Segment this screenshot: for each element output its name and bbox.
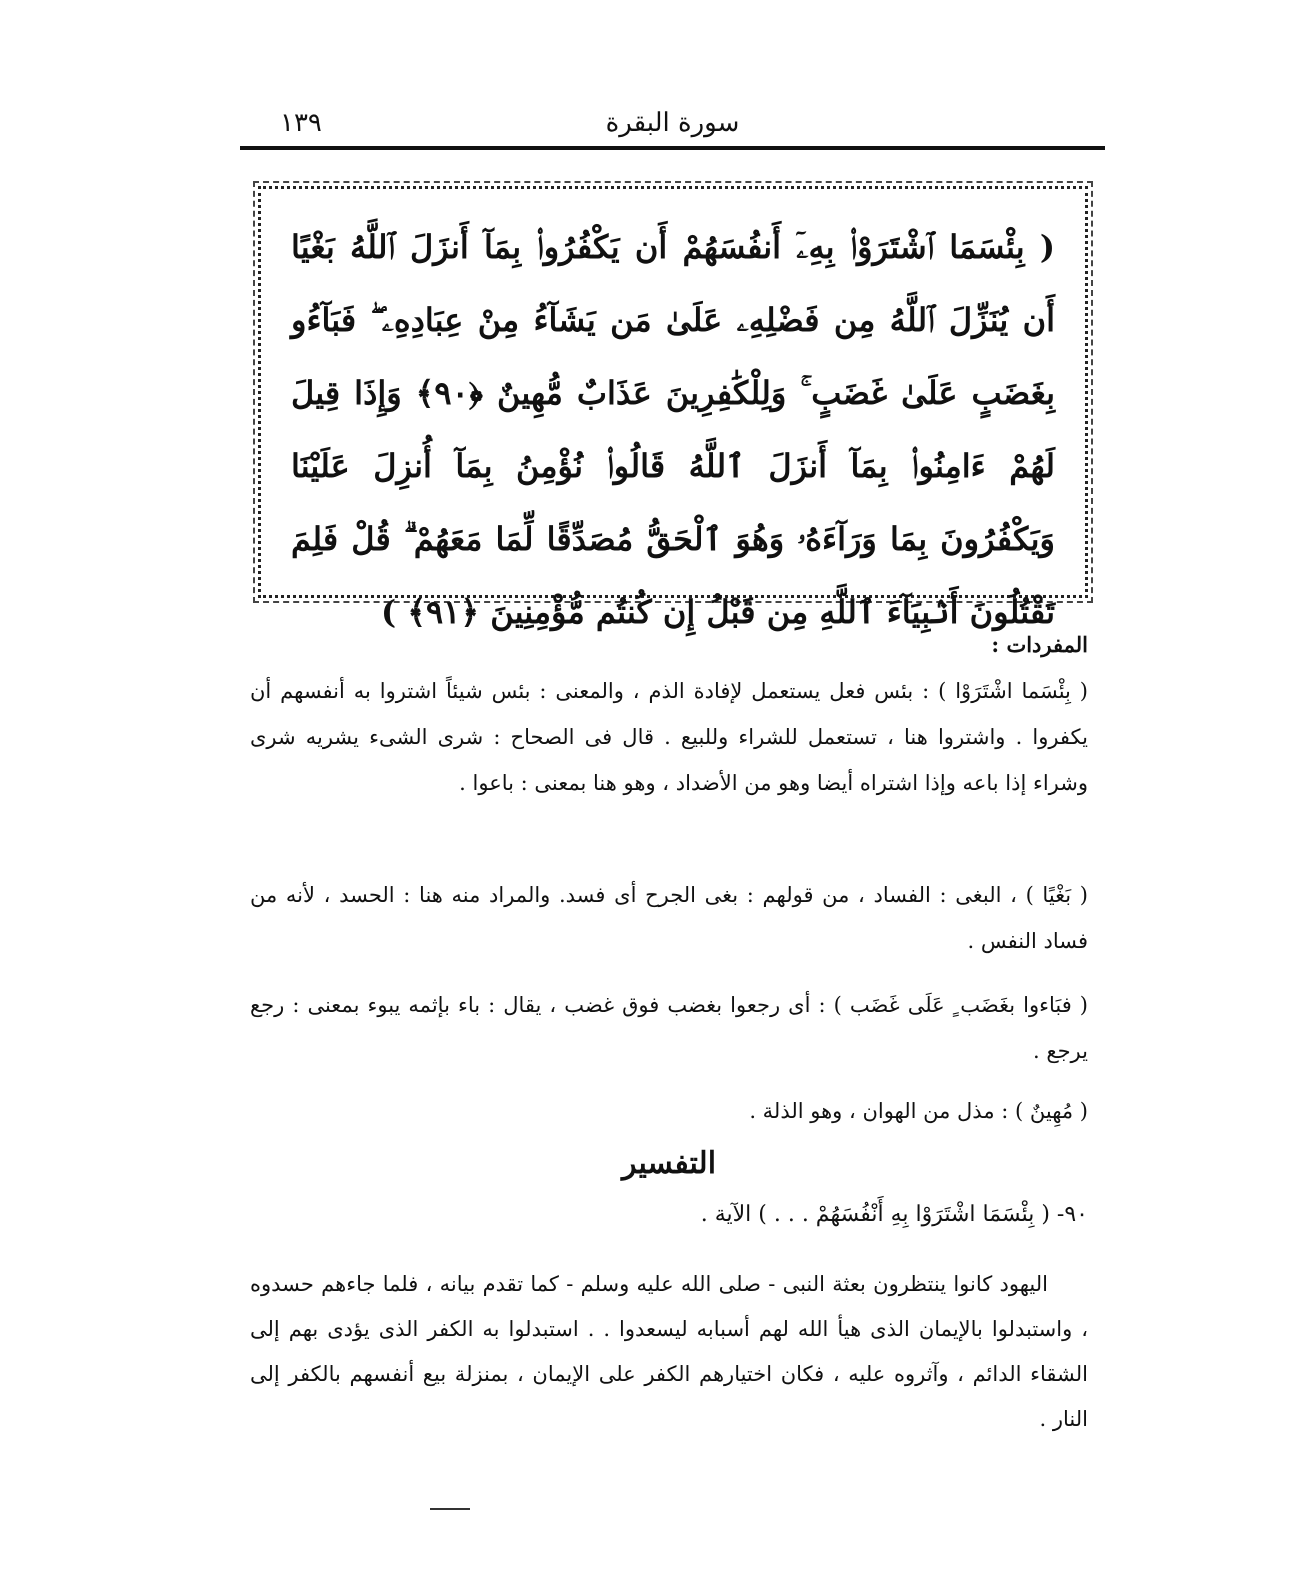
tafsir-heading: التفسير (621, 1146, 717, 1181)
tafsir-verse-reference: ٩٠- ( بِئْسَمَا اشْتَرَوْا بِهِ أَنْفُسَهُمْ . . . ) الآية . (700, 1202, 1088, 1227)
tafsir-body (250, 1262, 1088, 1442)
glossary-entry-3 (250, 982, 1088, 1080)
glossary-entry-text: ( بِئْسَما اشْتَرَوْا ) : بئس فعل يستعمل لإفادة الذم ، والمعنى : بئس شيئاً اشتروا به أنفسهم أن يكفروا . واشتروا هنا ، تستعمل للشراء وللبيع . قال فى الصحاح : شرى الشىء يشريه شرى وشراء إذا باعه وإذا اشتراه أيضا وهو من الأضداد ، وهو هنا بمعنى : باعوا . (250, 679, 1088, 795)
glossary-entry-text: ( بَغْيًا ) ، البغى : الفساد ، من قولهم : بغى الجرح أى فسد. والمراد منه هنا : الحسد ، لأنه من فساد النفس . (250, 883, 1088, 953)
glossary-entry-text: ( فبَاءوا بغَضَب ٍ عَلَى غَضَب ) : أى رجعوا بغضب فوق غضب ، يقال : باء بإثمه يبوء بمعنى : رجع يرجع . (250, 993, 1088, 1063)
page-number: ١٣٩ (280, 108, 322, 138)
quran-verse-text: ( بِئْسَمَا ٱشْتَرَوْا۟ بِهِۦٓ أَنفُسَهُمْ أَن يَكْفُرُوا۟ بِمَآ أَنزَلَ ٱللَّهُ بَغْيًا أَن يُنَزِّلَ ٱللَّهُ مِن فَضْلِهِۦ عَلَىٰ مَن يَشَآءُ مِنْ عِبَادِهِۦ ۖ فَبَآءُو بِغَضَبٍ عَلَىٰ غَضَبٍ ۚ وَلِلْكَٰفِرِينَ عَذَابٌ مُّهِينٌ ﴿٩٠﴾ وَإِذَا قِيلَ لَهُمْ ءَامِنُوا۟ بِمَآ أَنزَلَ ٱللَّهُ قَالُوا۟ نُؤْمِنُ بِمَآ أُنزِلَ عَلَيْنَا وَيَكْفُرُونَ بِمَا وَرَآءَهُۥ وَهُوَ ٱلْحَقُّ مُصَدِّقًا لِّمَا مَعَهُمْ ۗ قُلْ فَلِمَ تَقْتُلُونَ أَنۢبِيَآءَ ٱللَّهِ مِن قَبْلُ إِن كُنتُم مُّؤْمِنِينَ ﴿٩١﴾ ) (291, 228, 1055, 631)
surah-title: سورة البقرة (605, 108, 740, 138)
glossary-entry-1 (250, 668, 1088, 812)
quran-verse-frame (258, 186, 1088, 631)
bottom-rule (430, 1508, 470, 1510)
glossary-entry-4 (250, 1088, 1088, 1140)
page-header (240, 100, 1105, 150)
glossary-entry-text: ( مُهِينٌ ) : مذل من الهوان ، وهو الذلة . (749, 1099, 1088, 1123)
header-rule (240, 146, 1105, 150)
glossary-label: المفردات : (991, 632, 1088, 657)
tafsir-paragraph: اليهود كانوا ينتظرون بعثة النبى - صلى الله عليه وسلم - كما تقدم بيانه ، فلما جاءهم حسدوه ، واستبدلوا بالإيمان الذى هيأ الله لهم أسبابه ليسعدوا . . استبدلوا به الكفر الذى يؤدى بهم إلى الشقاء الدائم ، وآثروه عليه ، فكان اختيارهم الكفر على الإيمان ، بمنزلة بيع أنفسهم بالكفر إلى النار . (250, 1272, 1088, 1431)
glossary-entry-2 (250, 872, 1088, 970)
